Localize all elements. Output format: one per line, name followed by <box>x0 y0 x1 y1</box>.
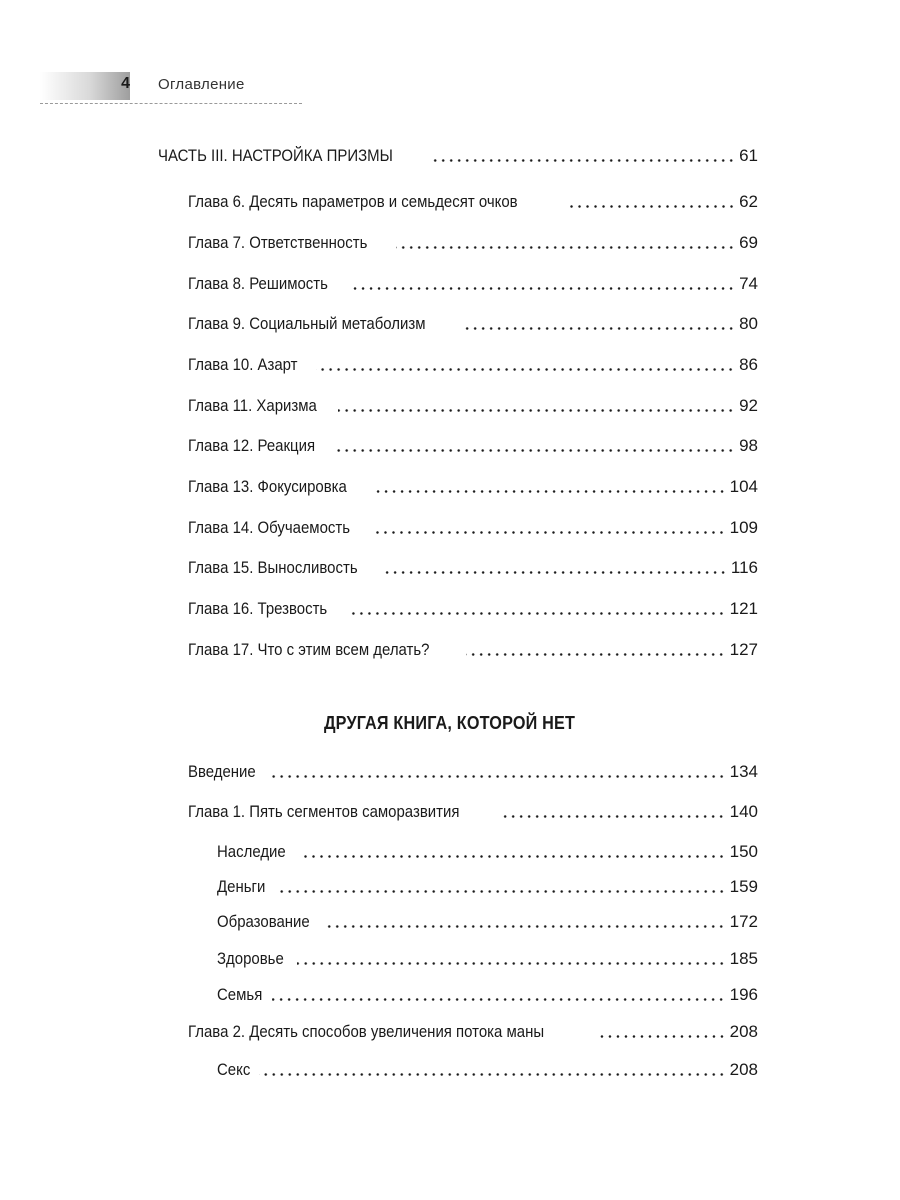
toc-entry-page: 104 <box>729 477 758 496</box>
dot-leader <box>272 998 725 1001</box>
toc-entry-label: Глава 13. Фокусировка <box>188 477 347 496</box>
dot-leader <box>429 159 735 162</box>
toc-subentry[interactable] <box>217 1060 758 1080</box>
dot-leader <box>259 1073 726 1076</box>
toc-entry-label: Глава 2. Десять способов увеличения потока маны <box>188 1022 545 1041</box>
dot-leader <box>299 855 726 858</box>
toc-entry-page: 62 <box>739 192 758 211</box>
toc-entry-page: 80 <box>739 314 758 333</box>
toc-entry[interactable] <box>188 192 758 212</box>
toc-entry[interactable] <box>188 233 758 253</box>
dot-leader <box>376 531 725 534</box>
toc-entry-page: 61 <box>739 146 758 165</box>
dot-leader <box>316 368 735 371</box>
toc-entry-label: Глава 8. Решимость <box>188 274 328 293</box>
toc-entry-label: Глава 16. Трезвость <box>188 599 328 618</box>
dot-leader <box>297 962 726 965</box>
toc-entry-page: 134 <box>729 762 758 781</box>
dot-leader <box>276 890 726 893</box>
toc-entry-page: 74 <box>739 274 758 293</box>
dot-leader <box>326 925 725 928</box>
toc-entry-label: ЧАСТЬ III. НАСТРОЙКА ПРИЗМЫ <box>158 146 393 165</box>
toc-entry-label: Глава 14. Обучаемость <box>188 518 351 537</box>
toc-entry-label: Глава 9. Социальный метаболизм <box>188 314 426 333</box>
dot-leader <box>338 409 735 412</box>
toc-entry-label: Глава 12. Реакция <box>188 436 316 455</box>
toc-entry[interactable] <box>188 436 758 456</box>
toc-entry-page: 150 <box>729 842 758 861</box>
toc-entry-label: Семья <box>217 985 263 1004</box>
toc-entry-page: 86 <box>739 355 758 374</box>
toc-entry[interactable] <box>188 762 758 782</box>
toc-entry[interactable] <box>188 314 758 334</box>
toc-entry-label: Глава 6. Десять параметров и семьдесят очков <box>188 192 518 211</box>
toc-entry[interactable] <box>188 355 758 375</box>
toc-entry-page: 98 <box>739 436 758 455</box>
toc-entry[interactable] <box>188 599 758 619</box>
toc-entry-page: 172 <box>729 912 758 931</box>
toc-entry-page: 116 <box>730 558 758 577</box>
toc-entry-label: Здоровье <box>217 949 284 968</box>
toc-entry-page: 121 <box>729 599 758 618</box>
toc-entry-label: Образование <box>217 912 310 931</box>
toc-entry[interactable] <box>188 558 758 578</box>
page-number: 4 <box>121 75 130 92</box>
dot-leader <box>350 612 725 615</box>
toc-entry[interactable] <box>188 518 758 538</box>
toc-entry-label: Наследие <box>217 842 286 861</box>
toc-subentry[interactable] <box>217 985 758 1005</box>
dot-leader <box>396 246 735 249</box>
toc-subentry[interactable] <box>217 912 758 932</box>
toc-entry[interactable] <box>188 274 758 294</box>
toc-entry-page: 69 <box>739 233 758 252</box>
dot-leader <box>351 287 735 290</box>
toc-entry-page: 208 <box>729 1060 758 1079</box>
toc-entry-page: 185 <box>729 949 758 968</box>
toc-entry-label: Глава 11. Харизма <box>188 396 317 415</box>
toc-entry-label: Введение <box>188 762 256 781</box>
toc-entry-label: Глава 17. Что с этим всем делать? <box>188 640 430 659</box>
section-heading <box>0 713 900 734</box>
toc-entry-page: 92 <box>739 396 758 415</box>
toc-entry-page: 159 <box>729 877 758 896</box>
running-head-title: Оглавление <box>158 76 245 93</box>
toc-entry-label: Глава 1. Пять сегментов саморазвития <box>188 802 460 821</box>
dot-leader <box>466 653 725 656</box>
dot-leader <box>269 775 726 778</box>
toc-entry-part-3[interactable] <box>158 146 758 166</box>
dot-leader <box>373 490 726 493</box>
toc-subentry[interactable] <box>217 949 758 969</box>
running-head <box>40 72 302 106</box>
dot-leader <box>597 1035 726 1038</box>
toc-entry-label: Секс <box>217 1060 251 1079</box>
section-heading-text: ДРУГАЯ КНИГА, КОТОРОЙ НЕТ <box>324 713 576 733</box>
toc-entry-page: 196 <box>729 985 758 1004</box>
toc-entry-page: 127 <box>729 640 758 659</box>
dot-leader <box>336 449 735 452</box>
toc-entry-label: Деньги <box>217 877 266 896</box>
toc-subentry[interactable] <box>217 877 758 897</box>
toc-entry-page: 109 <box>729 518 758 537</box>
toc-entry[interactable] <box>188 477 758 497</box>
toc-entry[interactable] <box>188 640 758 660</box>
toc-entry[interactable] <box>188 802 758 822</box>
toc-entry-page: 208 <box>729 1022 758 1041</box>
dot-leader <box>385 571 727 574</box>
dot-leader <box>500 815 725 818</box>
running-head-divider <box>40 103 302 104</box>
toc-entry-label: Глава 15. Выносливость <box>188 558 358 577</box>
toc-subentry[interactable] <box>217 842 758 862</box>
toc-entry[interactable] <box>188 396 758 416</box>
toc-entry-page: 140 <box>729 802 758 821</box>
dot-leader <box>567 205 736 208</box>
toc-entry-label: Глава 10. Азарт <box>188 355 298 374</box>
dot-leader <box>462 327 735 330</box>
toc-entry[interactable] <box>188 1022 758 1042</box>
toc-entry-label: Глава 7. Ответственность <box>188 233 368 252</box>
